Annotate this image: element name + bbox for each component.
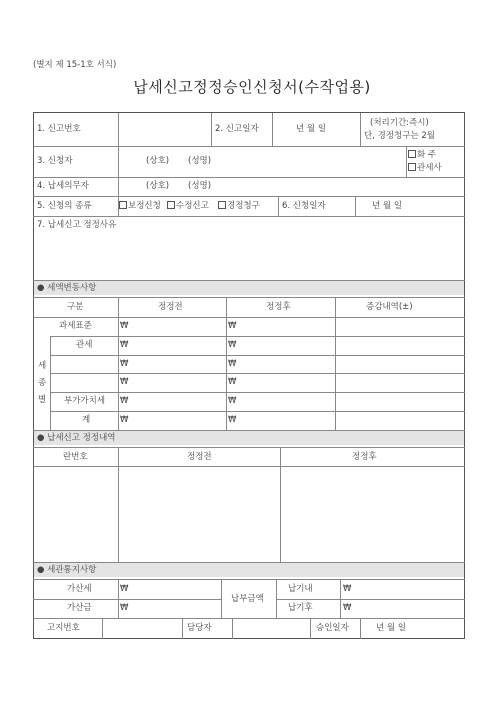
request-type-label: 5. 신청의 종류 (37, 201, 92, 211)
applicant-label: 3. 신청자 (37, 156, 73, 166)
surcharge-label: 가산금 (67, 603, 92, 613)
tax-base-label: 과세표준 (59, 321, 92, 331)
approval-date-label: 승인일자 (316, 623, 349, 633)
request-date-value: 년 월 일 (372, 201, 403, 211)
tax-type-side-3: 별 (38, 395, 47, 405)
won-symbol: ₩ (228, 396, 237, 406)
customs-duty-label: 관세 (76, 340, 93, 350)
won-symbol: ₩ (228, 340, 237, 350)
checkbox-icon (218, 201, 226, 209)
option-correction[interactable]: 보정신청 (119, 201, 161, 212)
tax-change-title: ● 세액변동사항 (37, 283, 97, 293)
won-symbol: ₩ (120, 340, 129, 350)
report-date-value: 년 월 일 (296, 124, 327, 134)
checkbox-icon (408, 150, 416, 158)
col-difference: 증감내역(±) (366, 302, 413, 312)
won-symbol: ₩ (120, 584, 129, 594)
col-line-number: 란번호 (63, 452, 88, 462)
page-title: 납세신고정정승인신청서(수작업용) (133, 78, 371, 96)
won-symbol: ₩ (120, 603, 129, 613)
payment-amount-label: 납부금액 (231, 594, 264, 604)
option-refund-claim[interactable]: 경정청구 (218, 201, 260, 212)
won-symbol: ₩ (120, 396, 129, 406)
option-amended-return[interactable]: 수정신고 (167, 201, 209, 212)
col-category: 구분 (67, 302, 84, 312)
tax-type-side-2: 종 (38, 378, 47, 388)
correction-reason-label: 7. 납세신고 정정사유 (37, 220, 117, 230)
applicant-name-label: (성명) (188, 156, 212, 166)
officer-label: 담당자 (187, 623, 212, 633)
form-number: (별지 제 15-1호 서식) (33, 60, 117, 70)
report-date-label: 2. 신고일자 (215, 124, 259, 134)
due-after-label: 납기후 (288, 603, 313, 613)
won-symbol: ₩ (228, 359, 237, 369)
col-detail-before: 정정전 (187, 452, 212, 462)
option-shipper[interactable]: 화 주 (408, 150, 436, 161)
won-symbol: ₩ (120, 377, 129, 387)
won-symbol: ₩ (343, 603, 352, 613)
col-after: 정정후 (266, 302, 291, 312)
checkbox-icon (119, 201, 127, 209)
tax-change-header (34, 281, 464, 295)
total-label: 계 (82, 415, 91, 425)
vat-label: 부가가치세 (64, 396, 106, 406)
customs-notice-title: ● 세관통지사항 (37, 565, 97, 575)
checkbox-icon (167, 201, 175, 209)
customs-notice-header (34, 563, 464, 577)
checkbox-icon (408, 163, 416, 171)
won-symbol: ₩ (120, 359, 129, 369)
due-within-label: 납기내 (288, 584, 313, 594)
report-number-label: 1. 신고번호 (37, 124, 81, 134)
won-symbol: ₩ (228, 377, 237, 387)
won-symbol: ₩ (228, 415, 237, 425)
correction-detail-title: ● 납세신고 정정내역 (37, 433, 116, 443)
processing-period: (처리기간:즉시) (370, 118, 429, 128)
col-before: 정정전 (158, 302, 183, 312)
request-date-label: 6. 신청일자 (282, 201, 326, 211)
applicant-trade-label: (상호) (146, 156, 170, 166)
won-symbol: ₩ (228, 321, 237, 331)
col-detail-after: 정정후 (352, 452, 377, 462)
processing-note: 단, 경정청구는 2월 (364, 131, 435, 141)
taxpayer-label: 4. 납세의무자 (37, 181, 89, 191)
option-customs-broker[interactable]: 관세사 (408, 163, 442, 174)
notice-number-label: 고지번호 (47, 623, 80, 633)
tax-type-side-1: 세 (38, 361, 47, 371)
won-symbol: ₩ (120, 321, 129, 331)
approval-date-value: 년 월 일 (376, 623, 407, 633)
won-symbol: ₩ (343, 584, 352, 594)
taxpayer-trade-label: (상호) (146, 181, 170, 191)
won-symbol: ₩ (120, 415, 129, 425)
penalty-tax-label: 가산세 (67, 584, 92, 594)
taxpayer-name-label: (성명) (188, 181, 212, 191)
form-frame (33, 112, 465, 639)
